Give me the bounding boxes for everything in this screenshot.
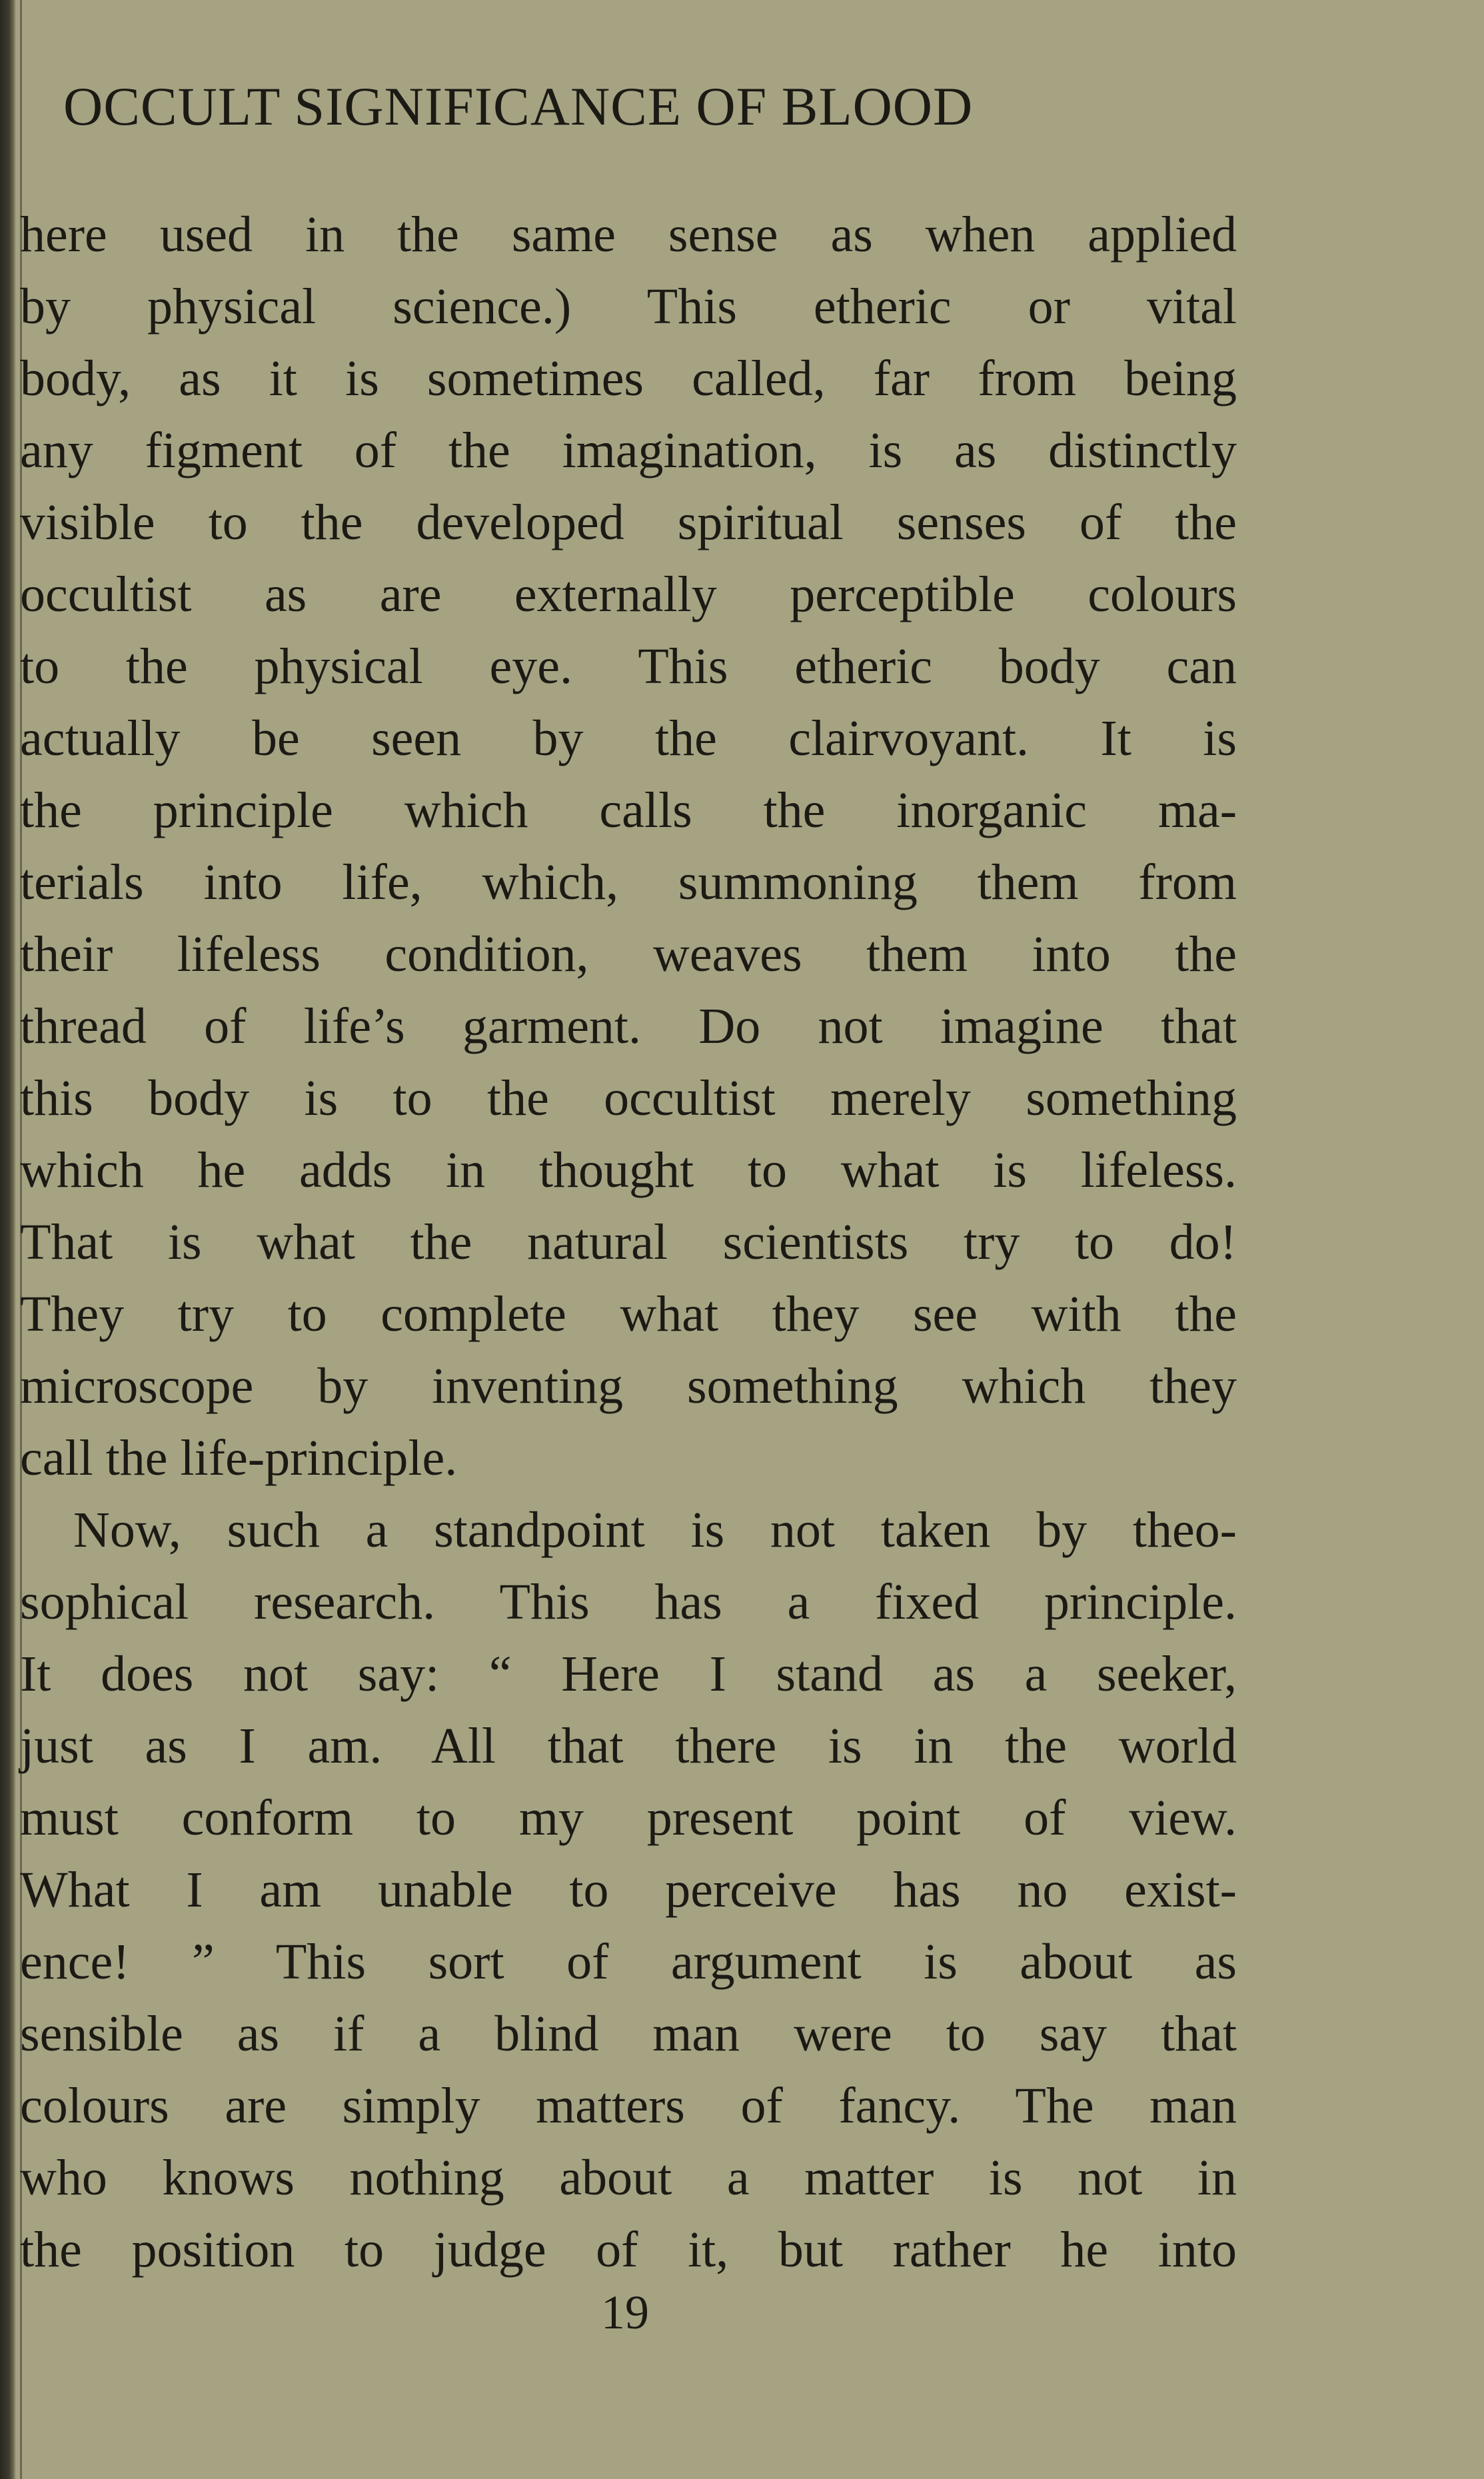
text-line: colours are simply matters of fancy. The man: [20, 2078, 1237, 2134]
text-line: which he adds in thought to what is lifeless.: [20, 1142, 1237, 1198]
text-line: ence! ” This sort of argument is about as: [20, 1934, 1237, 1990]
running-head: OCCULT SIGNIFICANCE OF BLOOD: [63, 76, 974, 137]
text-line: their lifeless condition, weaves them into the: [20, 926, 1237, 982]
text-line: microscope by inventing something which they: [20, 1358, 1237, 1414]
text-line: occultist as are externally perceptible colours: [20, 566, 1237, 622]
text-line: sensible as if a blind man were to say that: [20, 2006, 1237, 2062]
text-line: actually be seen by the clairvoyant. It is: [20, 710, 1237, 766]
text-line: this body is to the occultist merely something: [20, 1070, 1237, 1126]
body-text: [0, 199, 1237, 2286]
text-line: who knows nothing about a matter is not in: [20, 2150, 1237, 2206]
text-line: call the life-principle.: [20, 1430, 458, 1486]
text-line: the principle which calls the inorganic ma-: [20, 782, 1237, 838]
text-line: What I am unable to perceive has no exist-: [20, 1862, 1237, 1918]
page-number: 19: [601, 2286, 649, 2339]
text-line: just as I am. All that there is in the world: [20, 1718, 1237, 1774]
text-line: visible to the developed spiritual senses of the: [20, 494, 1237, 550]
text-line: sophical research. This has a fixed principle.: [20, 1574, 1237, 1630]
text-line: terials into life, which, summoning them from: [20, 854, 1237, 910]
text-line: the position to judge of it, but rather he into: [20, 2222, 1237, 2278]
text-line: They try to complete what they see with the: [20, 1286, 1237, 1342]
text-line: It does not say: “ Here I stand as a seeker,: [20, 1646, 1237, 1702]
text-line: by physical science.) This etheric or vital: [20, 279, 1237, 335]
text-line: here used in the same sense as when applied: [20, 207, 1237, 263]
text-line: body, as it is sometimes called, far from being: [20, 351, 1237, 407]
text-line: thread of life’s garment. Do not imagine that: [20, 998, 1237, 1054]
paragraph-start-line: Now, such a standpoint is not taken by theo-: [73, 1502, 1237, 1558]
text-line: must conform to my present point of view.: [20, 1790, 1237, 1846]
text-line: That is what the natural scientists try to do!: [20, 1214, 1237, 1270]
text-line: to the physical eye. This etheric body can: [20, 638, 1237, 694]
text-line: any figment of the imagination, is as distinctly: [20, 422, 1237, 478]
